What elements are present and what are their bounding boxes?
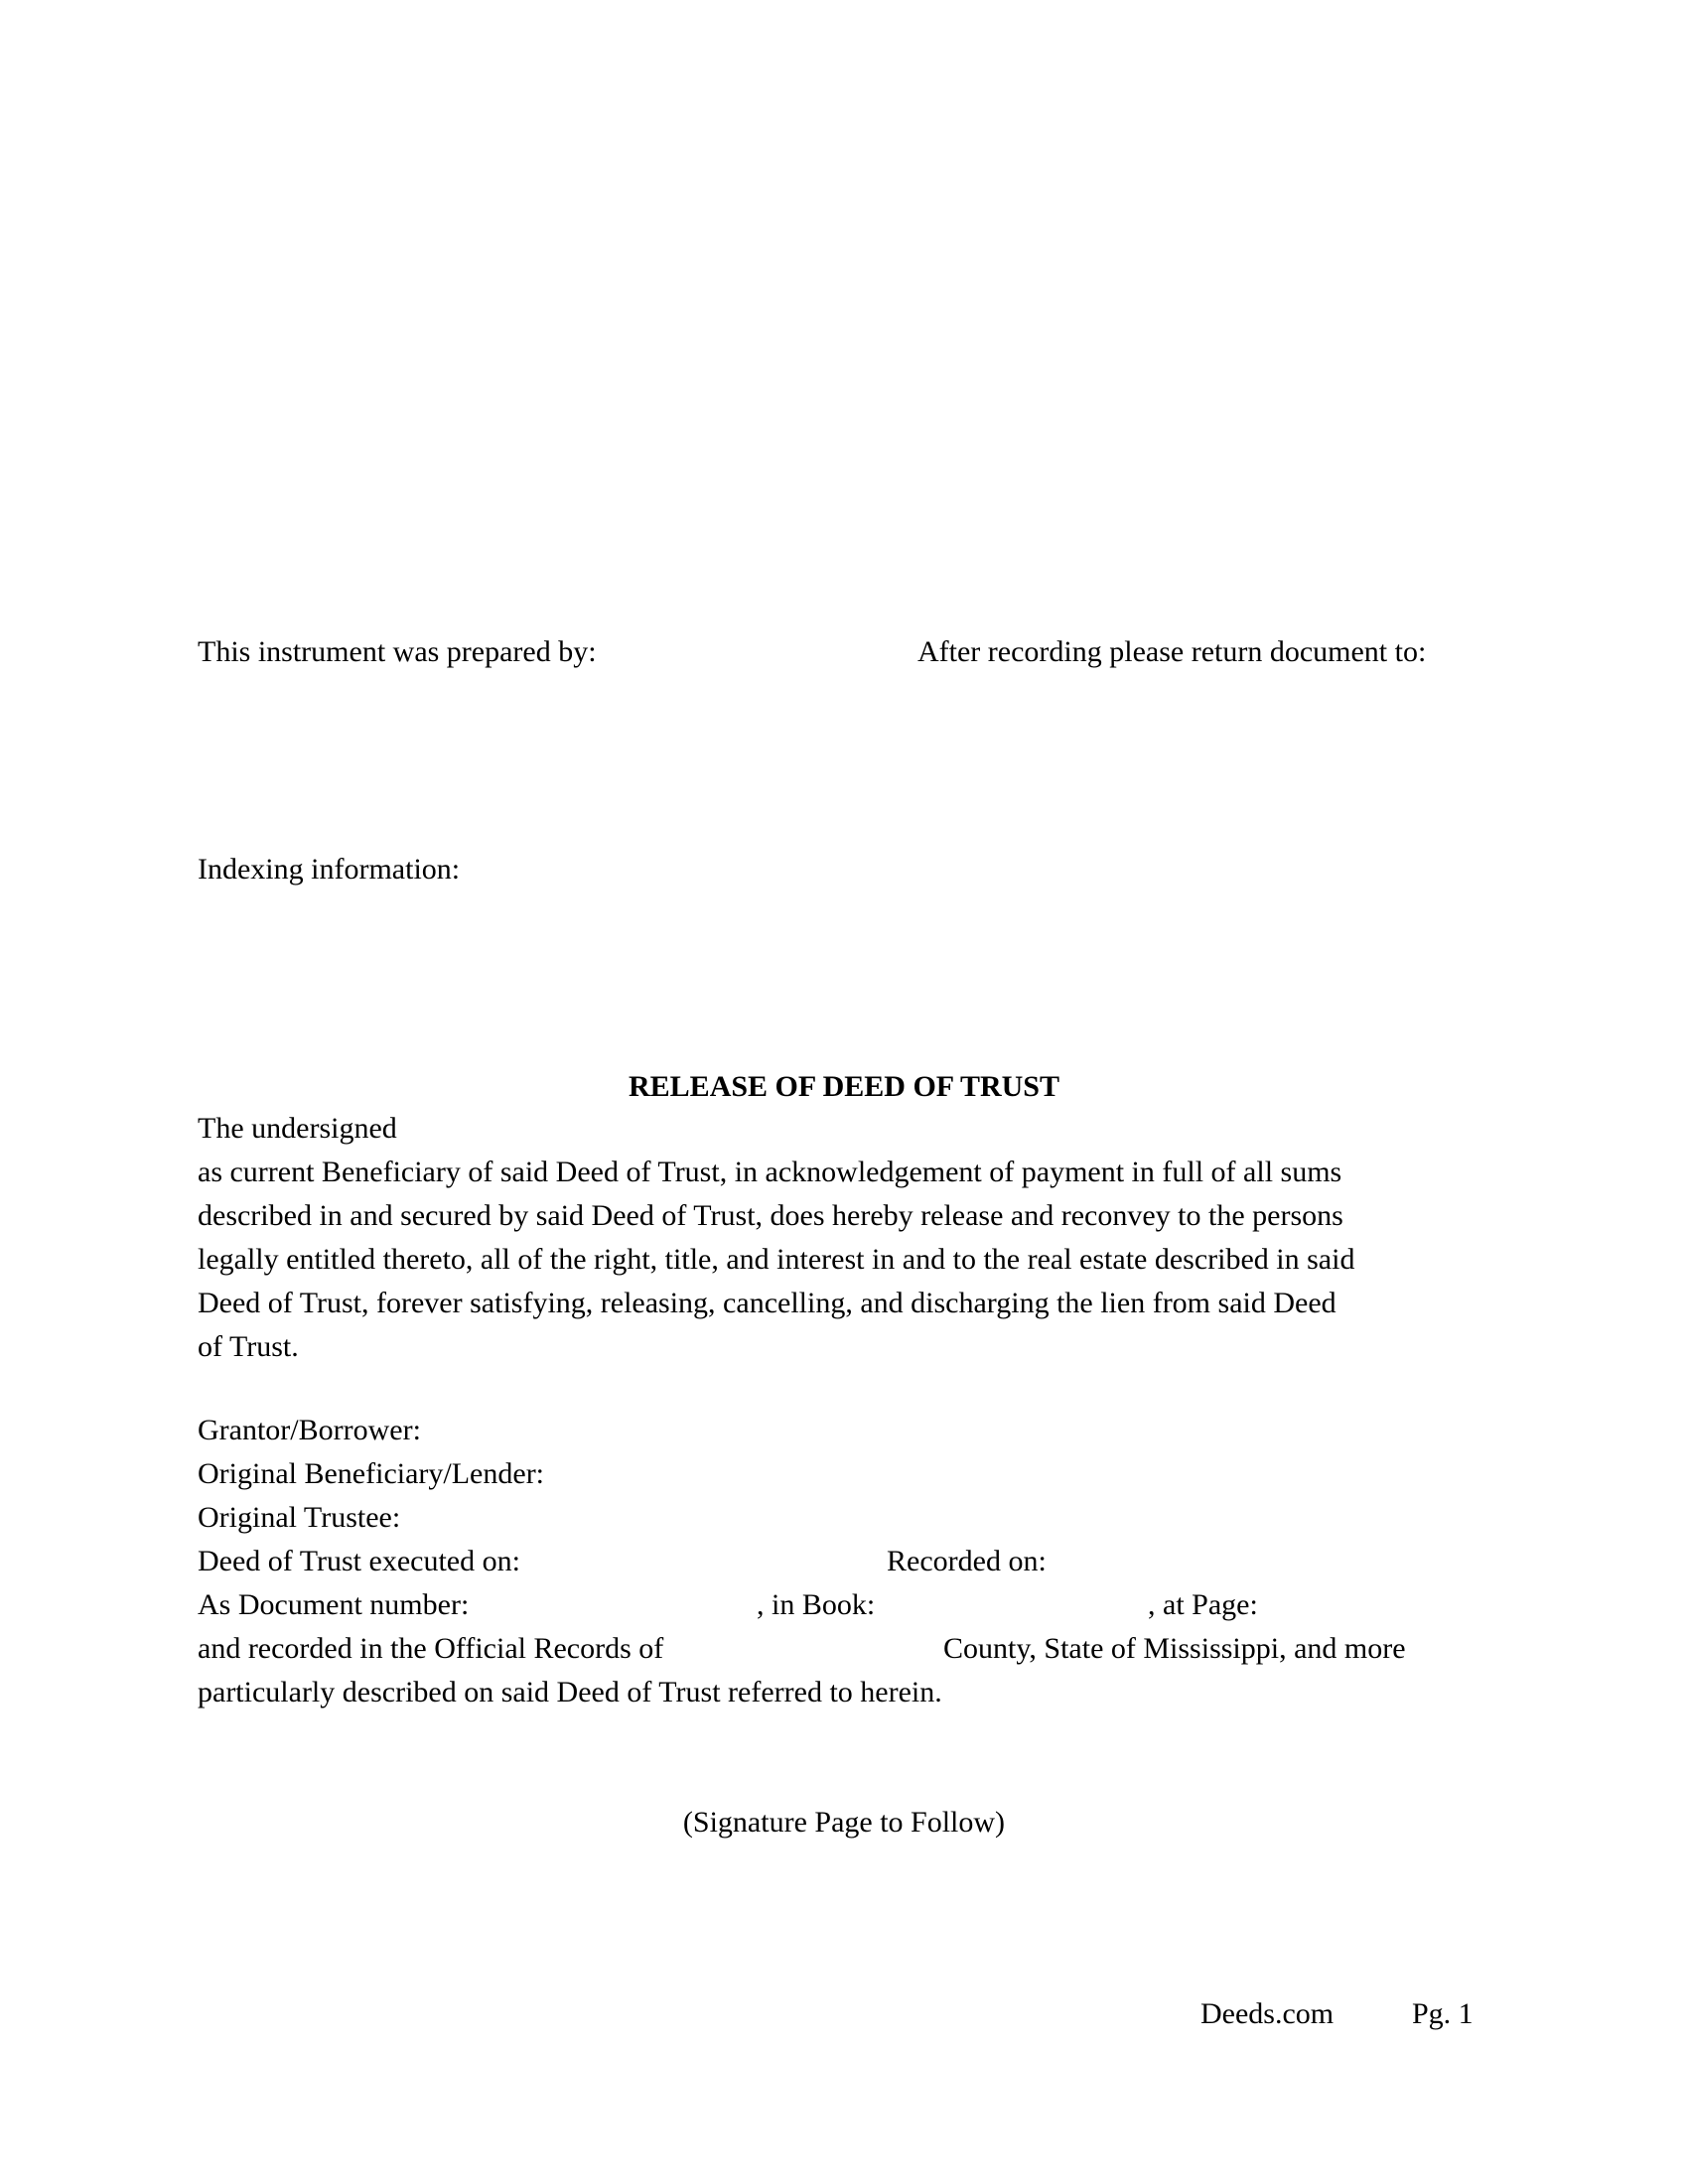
at-page-label: , at Page: bbox=[1148, 1588, 1258, 1621]
official-records-label: and recorded in the Official Records of bbox=[198, 1632, 664, 1665]
document-number-label: As Document number: bbox=[198, 1588, 470, 1621]
intro-line: as current Beneficiary of said Deed of Trust, in acknowledgement of payment in full of all sums bbox=[198, 1156, 1342, 1188]
indexing-label: Indexing information: bbox=[198, 853, 461, 886]
original-beneficiary-label: Original Beneficiary/Lender: bbox=[198, 1457, 545, 1490]
recorded-on-label: Recorded on: bbox=[887, 1545, 1047, 1577]
prepared-by-label: This instrument was prepared by: bbox=[198, 635, 597, 668]
original-trustee-label: Original Trustee: bbox=[198, 1501, 401, 1534]
footer-page-number: Pg. 1 bbox=[1412, 1997, 1474, 2030]
grantor-label: Grantor/Borrower: bbox=[198, 1414, 421, 1446]
intro-line: of Trust. bbox=[198, 1330, 299, 1363]
intro-line: The undersigned bbox=[198, 1112, 397, 1145]
intro-line: described in and secured by said Deed of Trust, does hereby release and reconvey to the persons bbox=[198, 1199, 1343, 1232]
executed-on-label: Deed of Trust executed on: bbox=[198, 1545, 520, 1577]
in-book-label: , in Book: bbox=[757, 1588, 876, 1621]
return-to-label: After recording please return document to: bbox=[917, 635, 1427, 668]
intro-line: Deed of Trust, forever satisfying, releasing, cancelling, and discharging the lien from said Deed bbox=[198, 1287, 1336, 1319]
signature-note: (Signature Page to Follow) bbox=[682, 1806, 1006, 1839]
footer-brand: Deeds.com bbox=[1200, 1997, 1335, 2030]
intro-line: legally entitled thereto, all of the right, title, and interest in and to the real estate described in said bbox=[198, 1243, 1355, 1276]
county-state-text: County, State of Mississippi, and more bbox=[943, 1632, 1406, 1665]
closing-line: particularly described on said Deed of Trust referred to herein. bbox=[198, 1676, 942, 1708]
document-title: RELEASE OF DEED OF TRUST bbox=[629, 1070, 1059, 1103]
intro-paragraph bbox=[198, 1107, 1488, 1369]
